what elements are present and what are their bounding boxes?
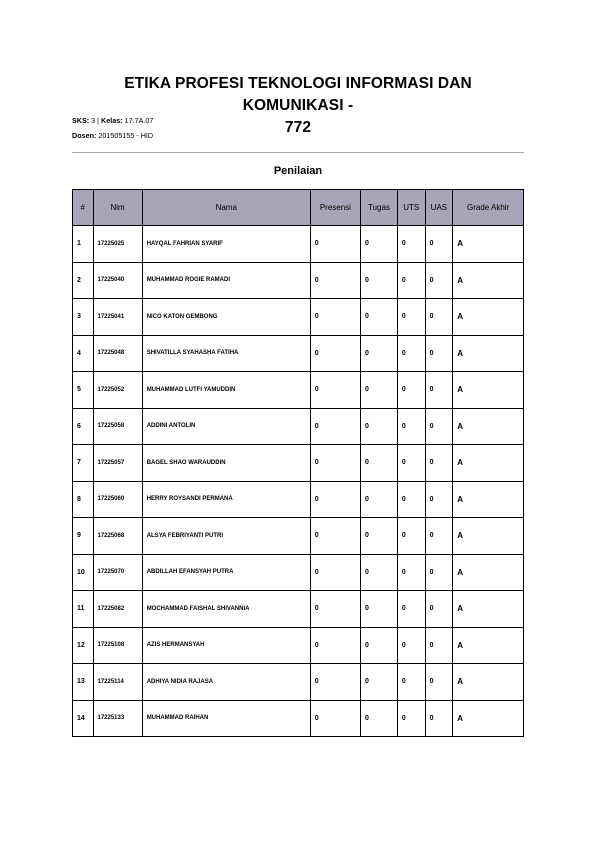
cell-tugas: 0	[361, 408, 398, 445]
cell-uas: 0	[425, 481, 453, 518]
table-row	[73, 372, 524, 409]
table-row	[73, 408, 524, 445]
table-row	[73, 664, 524, 701]
cell-presensi: 0	[310, 664, 360, 701]
grades-table	[72, 189, 524, 737]
cell-grade: A	[453, 591, 524, 628]
cell-tugas: 0	[361, 518, 398, 555]
cell-uas: 0	[425, 554, 453, 591]
cell-nama: SHIVATILLA SYAHASHA FATIHA	[142, 335, 310, 372]
cell-grade: A	[453, 627, 524, 664]
cell-nama: MUHAMMAD RAIHAN	[142, 700, 310, 737]
cell-grade: A	[453, 664, 524, 701]
cell-no: 3	[73, 299, 94, 336]
table-row	[73, 335, 524, 372]
table-row	[73, 226, 524, 263]
cell-presensi: 0	[310, 591, 360, 628]
cell-nama: MOCHAMMAD FAISHAL SHIVANNIA	[142, 591, 310, 628]
cell-no: 1	[73, 226, 94, 263]
cell-uts: 0	[397, 518, 425, 555]
table-row	[73, 445, 524, 482]
cell-uas: 0	[425, 262, 453, 299]
kelas-value: 17.7A.07	[122, 116, 154, 125]
cell-grade: A	[453, 700, 524, 737]
cell-no: 6	[73, 408, 94, 445]
cell-grade: A	[453, 372, 524, 409]
cell-presensi: 0	[310, 408, 360, 445]
cell-presensi: 0	[310, 700, 360, 737]
header-uts: UTS	[397, 190, 425, 226]
sks-value: 3 |	[89, 116, 102, 125]
cell-tugas: 0	[361, 445, 398, 482]
course-title-line-2: 772	[284, 119, 312, 136]
header-tugas: Tugas	[361, 190, 398, 226]
table-row	[73, 554, 524, 591]
cell-no: 13	[73, 664, 94, 701]
cell-nim: 17225041	[93, 299, 142, 336]
cell-presensi: 0	[310, 299, 360, 336]
cell-no: 7	[73, 445, 94, 482]
dosen-value: 201505155 - HID	[96, 131, 154, 140]
header-presensi: Presensi	[310, 190, 360, 226]
cell-uas: 0	[425, 591, 453, 628]
cell-presensi: 0	[310, 226, 360, 263]
header-uas: UAS	[425, 190, 453, 226]
sks-label: SKS:	[72, 116, 90, 125]
cell-presensi: 0	[310, 445, 360, 482]
table-row	[73, 591, 524, 628]
cell-grade: A	[453, 299, 524, 336]
table-header-row	[73, 190, 524, 226]
cell-uas: 0	[425, 226, 453, 263]
cell-nim: 17225070	[93, 554, 142, 591]
cell-uts: 0	[397, 372, 425, 409]
cell-uas: 0	[425, 299, 453, 336]
cell-uts: 0	[397, 299, 425, 336]
cell-uas: 0	[425, 518, 453, 555]
cell-tugas: 0	[361, 481, 398, 518]
section-title: Penilaian	[273, 165, 323, 177]
cell-nama: NICO KATON GEMBONG	[142, 299, 310, 336]
cell-uts: 0	[397, 554, 425, 591]
cell-no: 14	[73, 700, 94, 737]
cell-no: 9	[73, 518, 94, 555]
cell-nama: ADHIYA NIDIA RAJASA	[142, 664, 310, 701]
cell-uts: 0	[397, 591, 425, 628]
cell-nama: ALSYA FEBRIYANTI PUTRI	[142, 518, 310, 555]
cell-grade: A	[453, 481, 524, 518]
header-grade-akhir: Grade Akhir	[453, 190, 524, 226]
cell-no: 2	[73, 262, 94, 299]
course-title-line-1: ETIKA PROFESI TEKNOLOGI INFORMASI DAN KOMUNIKASI -	[124, 75, 472, 114]
cell-uas: 0	[425, 335, 453, 372]
cell-grade: A	[453, 445, 524, 482]
cell-presensi: 0	[310, 627, 360, 664]
table-row	[73, 518, 524, 555]
cell-nama: BAGEL SHAO WARAUDDIN	[142, 445, 310, 482]
cell-tugas: 0	[361, 299, 398, 336]
table-row	[73, 700, 524, 737]
cell-tugas: 0	[361, 554, 398, 591]
cell-tugas: 0	[361, 262, 398, 299]
cell-grade: A	[453, 226, 524, 263]
cell-nama: MUHAMMAD ROGIE RAMADI	[142, 262, 310, 299]
cell-uas: 0	[425, 372, 453, 409]
cell-grade: A	[453, 518, 524, 555]
cell-uts: 0	[397, 481, 425, 518]
cell-uts: 0	[397, 262, 425, 299]
cell-uts: 0	[397, 408, 425, 445]
table-row	[73, 299, 524, 336]
cell-tugas: 0	[361, 226, 398, 263]
cell-nama: HAYQAL FAHRIAN SYARIF	[142, 226, 310, 263]
cell-tugas: 0	[361, 372, 398, 409]
cell-uts: 0	[397, 226, 425, 263]
cell-grade: A	[453, 335, 524, 372]
cell-grade: A	[453, 262, 524, 299]
cell-uas: 0	[425, 700, 453, 737]
cell-uts: 0	[397, 700, 425, 737]
cell-nim: 17225068	[93, 518, 142, 555]
cell-grade: A	[453, 408, 524, 445]
cell-grade: A	[453, 554, 524, 591]
cell-nama: AZIS HERMANSYAH	[142, 627, 310, 664]
cell-presensi: 0	[310, 372, 360, 409]
cell-nama: ABDILLAH EFANSYAH PUTRA	[142, 554, 310, 591]
cell-tugas: 0	[361, 591, 398, 628]
cell-no: 10	[73, 554, 94, 591]
cell-presensi: 0	[310, 481, 360, 518]
cell-nim: 17225133	[93, 700, 142, 737]
cell-nama: ADDINI ANTOLIN	[142, 408, 310, 445]
cell-nim: 17225114	[93, 664, 142, 701]
cell-nim: 17225060	[93, 481, 142, 518]
cell-nim: 17225025	[93, 226, 142, 263]
cell-no: 12	[73, 627, 94, 664]
cell-uas: 0	[425, 445, 453, 482]
cell-presensi: 0	[310, 554, 360, 591]
cell-nama: HERRY ROYSANDI PERMANA	[142, 481, 310, 518]
cell-nim: 17225052	[93, 372, 142, 409]
lecturer-meta	[72, 131, 153, 140]
course-title	[72, 73, 524, 139]
divider	[72, 152, 524, 153]
cell-uas: 0	[425, 627, 453, 664]
cell-uts: 0	[397, 335, 425, 372]
cell-nim: 17225040	[93, 262, 142, 299]
cell-tugas: 0	[361, 335, 398, 372]
cell-nama: MUHAMMAD LUTFI YAMUDDIN	[142, 372, 310, 409]
header-nim: Nim	[93, 190, 142, 226]
cell-uts: 0	[397, 445, 425, 482]
cell-presensi: 0	[310, 262, 360, 299]
cell-no: 5	[73, 372, 94, 409]
cell-uts: 0	[397, 664, 425, 701]
kelas-label: Kelas:	[101, 116, 123, 125]
cell-no: 8	[73, 481, 94, 518]
cell-presensi: 0	[310, 518, 360, 555]
cell-uas: 0	[425, 408, 453, 445]
cell-no: 11	[73, 591, 94, 628]
cell-no: 4	[73, 335, 94, 372]
header-no: #	[73, 190, 94, 226]
cell-tugas: 0	[361, 664, 398, 701]
table-row	[73, 627, 524, 664]
cell-nim: 17225057	[93, 445, 142, 482]
cell-presensi: 0	[310, 335, 360, 372]
cell-uas: 0	[425, 664, 453, 701]
table-body	[73, 226, 524, 737]
cell-tugas: 0	[361, 627, 398, 664]
cell-nim: 17225108	[93, 627, 142, 664]
cell-nim: 17225082	[93, 591, 142, 628]
cell-nim: 17225048	[93, 335, 142, 372]
header-nama: Nama	[142, 190, 310, 226]
cell-nim: 17225058	[93, 408, 142, 445]
course-meta	[72, 116, 153, 125]
dosen-label: Dosen:	[72, 131, 97, 140]
table-row	[73, 262, 524, 299]
cell-uts: 0	[397, 627, 425, 664]
cell-tugas: 0	[361, 700, 398, 737]
table-row	[73, 481, 524, 518]
